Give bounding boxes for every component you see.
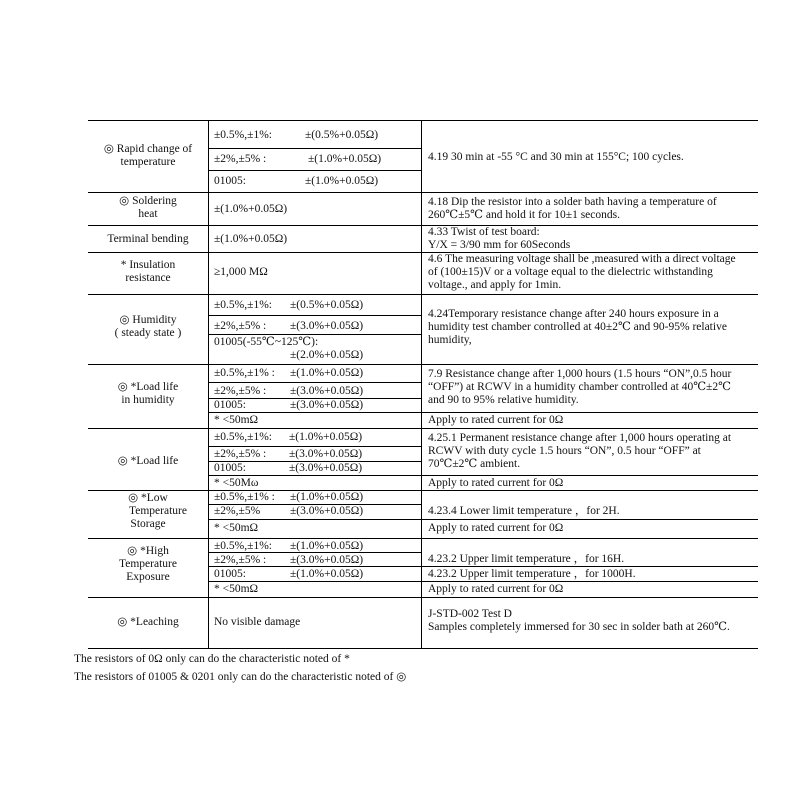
spec-tolerance: ±(1.0%+0.05Ω) (290, 568, 364, 580)
spec-type: 01005: (214, 568, 246, 580)
spec-type: 01005: (214, 175, 246, 187)
condition-line: 4.33 Twist of test board: (428, 226, 540, 238)
row-hightemp-condition-0ohm: Apply to rated current for 0Ω (428, 583, 564, 595)
category-line: Temperature (119, 558, 177, 570)
category-line: temperature (120, 156, 176, 168)
spec-tolerance: ±(1.0%+0.05Ω) (290, 540, 364, 552)
row-divider (88, 192, 758, 193)
spec-tolerance: ±(3.0%+0.05Ω) (290, 320, 364, 332)
sub-divider (208, 170, 421, 171)
row-loadlife-category (90, 455, 206, 468)
sub-divider (421, 566, 758, 567)
spec-tolerance: ±(0.5%+0.05Ω) (290, 299, 364, 311)
row-loadhum-condition-0ohm: Apply to rated current for 0Ω (428, 414, 564, 426)
category-line: ◎ *Leaching (117, 616, 179, 628)
spec-type: ±0.5%,±1%: (214, 129, 272, 141)
spec-tolerance: ±(0.5%+0.05Ω) (305, 129, 379, 141)
row-leaching-category (90, 616, 206, 629)
footnote-01005: The resistors of 01005 & 0201 only can do the characteristic noted of ◎ (74, 671, 407, 683)
spec-tolerance: ±(3.0%+0.05Ω) (290, 554, 364, 566)
sub-divider (208, 382, 421, 383)
row-loadhum-category (90, 381, 206, 407)
spec-tolerance: ±(1.0%+0.05Ω) (214, 203, 288, 215)
row-divider (88, 428, 758, 429)
condition-line: voltage., and apply for 1min. (428, 279, 562, 291)
condition-line: “OFF”) at RCWV in a humidity chamber controlled at 40℃±2℃ (428, 381, 731, 393)
spec-value: No visible damage (214, 616, 301, 628)
row-soldering-category (90, 195, 206, 221)
table-top-border (88, 120, 758, 121)
spec-tolerance: ±(3.0%+0.05Ω) (289, 448, 363, 460)
condition-line: 70℃±2℃ ambient. (428, 458, 521, 470)
spec-type: ±0.5%,±1%: (214, 299, 272, 311)
spec-type: 01005: (214, 462, 246, 474)
spec-tolerance: ±(1.0%+0.05Ω) (214, 233, 288, 245)
row-divider (88, 538, 758, 539)
row-humidity-category (90, 314, 206, 340)
footnote-0ohm: The resistors of 0Ω only can do the characteristic noted of * (74, 653, 350, 665)
row-humidity-condition (428, 308, 727, 347)
spec-type: * <50mΩ (214, 583, 259, 595)
column-divider-1 (208, 120, 209, 648)
spec-type: * <50mΩ (214, 414, 259, 426)
spec-type: ±0.5%,±1%: (214, 431, 272, 443)
spec-type: * <50Mω (214, 477, 259, 489)
spec-type: ±2%,±5% : (214, 448, 267, 460)
sub-divider (421, 519, 758, 520)
condition-line: and 90 to 95% relative humidity. (428, 394, 579, 406)
category-line: ◎ *Load life (117, 455, 179, 467)
table-bottom-border (88, 648, 758, 649)
row-loadhum-condition (428, 368, 731, 407)
sub-divider (208, 412, 421, 413)
condition-line: Y/X = 3/90 mm for 60Seconds (428, 239, 571, 251)
row-leaching-condition (428, 608, 730, 634)
condition-line: 4.25.1 Permanent resistance change after 1,000 hours operating at (428, 432, 732, 444)
spec-type: ±0.5%,±1% : (214, 491, 275, 503)
category-line: ◎ *Low (128, 492, 168, 504)
row-rapid-condition: 4.19 30 min at -55 °C and 30 min at 155°C; 100 cycles. (428, 151, 684, 163)
row-divider (88, 294, 758, 295)
category-line: Storage (130, 518, 166, 530)
spec-tolerance: ±(3.0%+0.05Ω) (290, 505, 364, 517)
row-insulation-category (90, 259, 206, 285)
condition-line: 4.6 The measuring voltage shall be ,measured with a direct voltage (428, 253, 736, 265)
row-loadlife-condition-0ohm: Apply to rated current for 0Ω (428, 477, 564, 489)
condition-line: RCWV with duty cycle 1.5 hours “ON”, 0.5 hour “OFF” at (428, 445, 701, 457)
row-insulation-condition (428, 253, 736, 292)
condition-line: 4.24Temporary resistance change after 240 hours exposure in a (428, 308, 719, 320)
row-hightemp-condition-1000h: 4.23.2 Upper limit temperature ，for 1000H. (428, 568, 636, 580)
spec-value: ≥1,000 MΩ (214, 266, 268, 278)
spec-type: ±0.5%,±1% : (214, 367, 275, 379)
category-line: ◎ Humidity (119, 314, 177, 326)
row-lowtemp-condition-0ohm: Apply to rated current for 0Ω (428, 522, 564, 534)
spec-type: ±2%,±5% (214, 505, 261, 517)
condition-line: Samples completely immersed for 30 sec in solder bath at 260℃. (428, 621, 730, 633)
condition-line: humidity, (428, 334, 472, 346)
category-line: Temperature (129, 505, 187, 517)
spec-tolerance: ±(3.0%+0.05Ω) (289, 462, 363, 474)
condition-line: 260℃±5℃ and hold it for 10±1 seconds. (428, 209, 620, 221)
row-divider (88, 597, 758, 598)
sub-divider (208, 446, 421, 447)
spec-type: ±0.5%,±1%: (214, 540, 272, 552)
category-line: ( steady state ) (114, 327, 182, 339)
spec-type: 01005(-55℃~125℃): (214, 336, 319, 348)
spec-type: ±2%,±5% : (214, 153, 267, 165)
spec-tolerance: ±(1.0%+0.05Ω) (305, 175, 379, 187)
spec-tolerance: ±(1.0%+0.05Ω) (289, 431, 363, 443)
spec-type: ±2%,±5% : (214, 385, 267, 397)
condition-line: 4.18 Dip the resistor into a solder bath having a temperature of (428, 196, 717, 208)
sub-divider (208, 519, 421, 520)
condition-line: J-STD-002 Test D (428, 608, 512, 620)
row-terminal-condition (428, 226, 570, 252)
row-divider (88, 225, 758, 226)
category-line: ◎ *High (127, 545, 169, 557)
category-line: ◎ Rapid change of (103, 143, 193, 155)
spec-type: * <50mΩ (214, 522, 259, 534)
category-line: Exposure (126, 571, 170, 583)
category-line: * Insulation (120, 259, 176, 271)
category-line: in humidity (121, 394, 175, 406)
spec-type: 01005: (214, 399, 246, 411)
sub-divider (208, 315, 421, 316)
row-lowtemp-condition: 4.23.4 Lower limit temperature ，for 2H. (428, 505, 620, 517)
sub-divider (421, 581, 758, 582)
spec-type: ±2%,±5% : (214, 320, 267, 332)
spec-tolerance: ±(3.0%+0.05Ω) (290, 399, 364, 411)
category-line: ◎ *Load life (117, 381, 179, 393)
spec-tolerance: ±(1.0%+0.05Ω) (290, 491, 364, 503)
row-soldering-condition (428, 196, 717, 222)
spec-tolerance: ±(2.0%+0.05Ω) (290, 349, 364, 361)
category-line: ◎ Soldering (119, 195, 177, 207)
sub-divider (208, 148, 421, 149)
spec-tolerance: ±(1.0%+0.05Ω) (308, 153, 382, 165)
sub-divider (421, 475, 758, 476)
sub-divider (208, 581, 421, 582)
sub-divider (208, 475, 421, 476)
category-line: Terminal bending (107, 233, 189, 245)
condition-line: humidity test chamber controlled at 40±2℃ and 90-95% relative (428, 321, 727, 333)
condition-line: 7.9 Resistance change after 1,000 hours (1.5 hours “ON”,0.5 hour (428, 368, 732, 380)
row-rapid-category (90, 143, 206, 169)
spec-type: ±2%,±5% : (214, 554, 267, 566)
sub-divider (208, 334, 421, 335)
spec-tolerance: ±(1.0%+0.05Ω) (290, 367, 364, 379)
row-hightemp-condition: 4.23.2 Upper limit temperature ，for 16H. (428, 553, 625, 565)
category-line: heat (138, 208, 158, 220)
row-divider (88, 490, 758, 491)
row-divider (88, 364, 758, 365)
row-loadlife-condition (428, 432, 731, 471)
sub-divider (421, 412, 758, 413)
spec-tolerance: ±(3.0%+0.05Ω) (290, 385, 364, 397)
column-divider-2 (421, 120, 422, 648)
row-lowtemp-category (90, 492, 206, 531)
category-line: resistance (125, 272, 171, 284)
row-terminal-category (90, 233, 206, 246)
row-hightemp-category (90, 545, 206, 584)
condition-line: of (100±15)V or a voltage equal to the dielectric withstanding (428, 266, 713, 278)
